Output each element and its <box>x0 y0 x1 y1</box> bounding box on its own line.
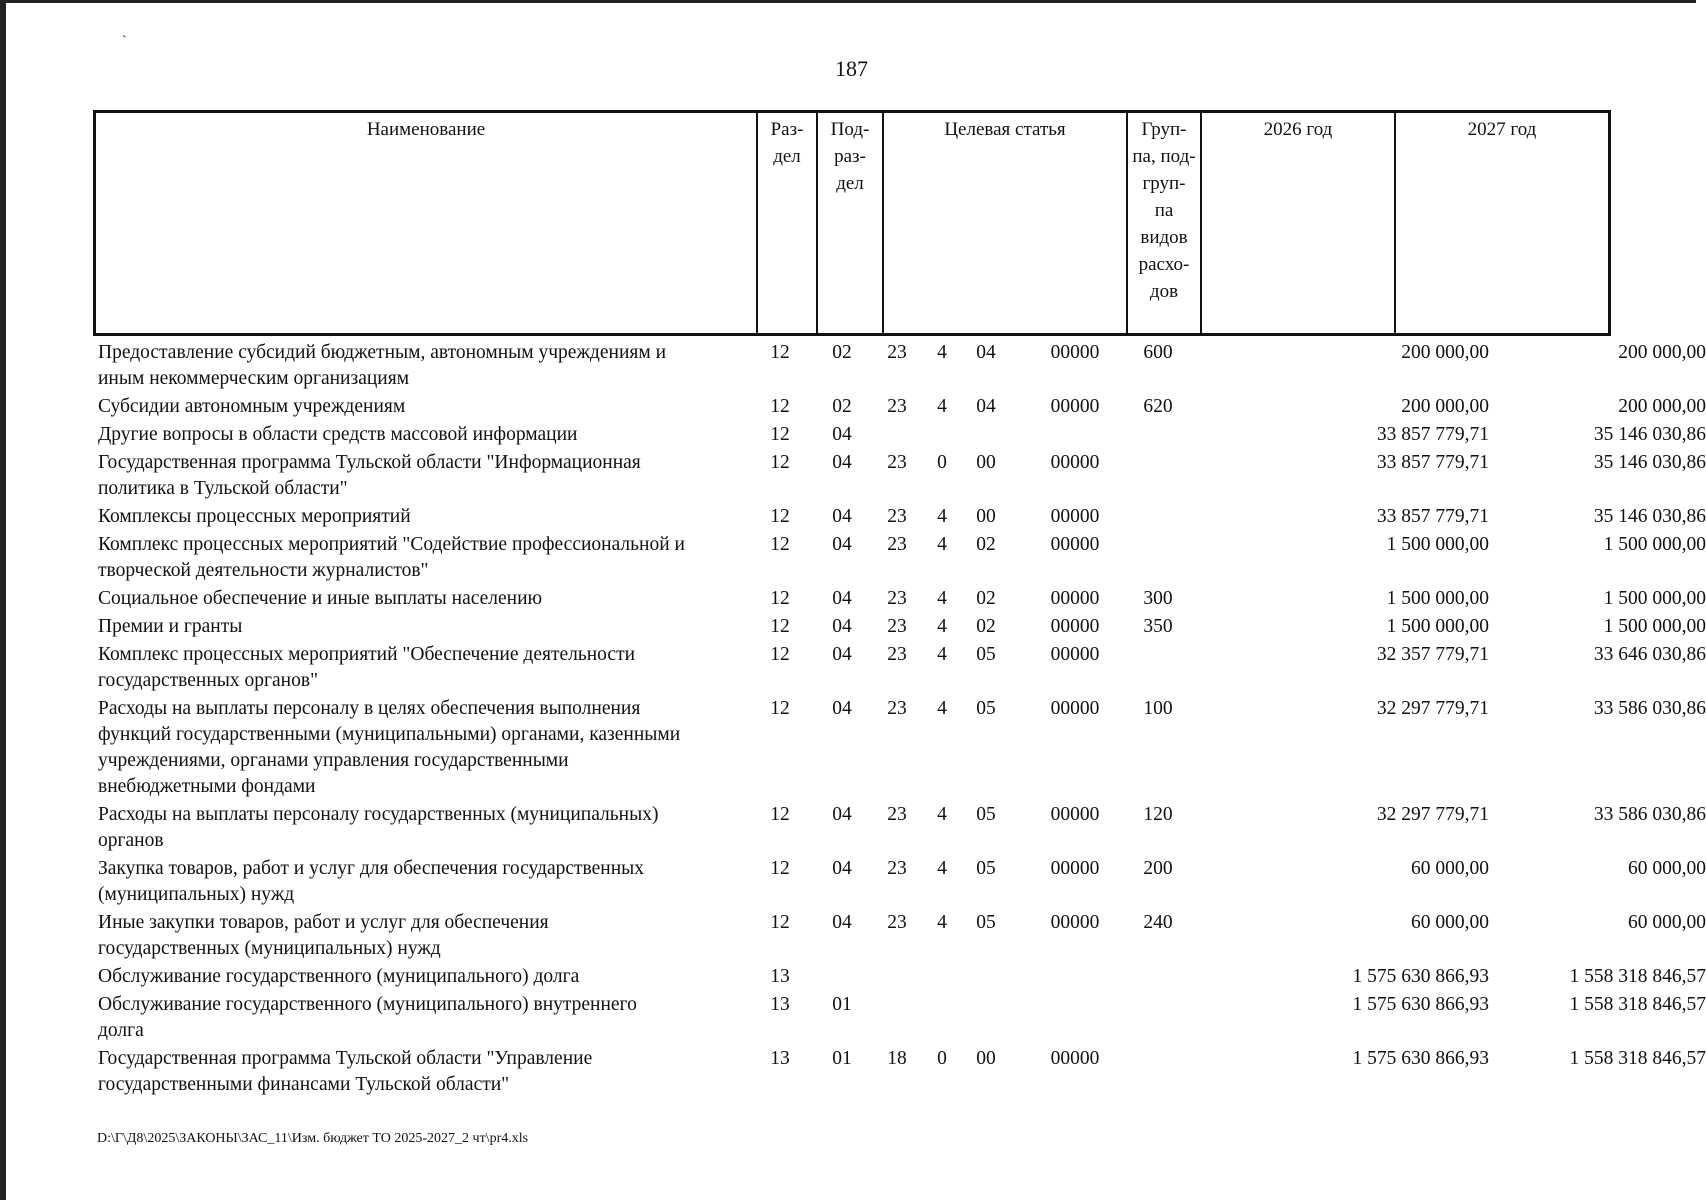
target-code-type: 0 <box>937 1048 947 1069</box>
target-code-type: 4 <box>937 698 947 719</box>
row-name <box>98 642 748 694</box>
amount-2026-cell: 60 000,00 <box>1411 858 1489 879</box>
podrazdel-cell: 04 <box>832 424 852 445</box>
amount-2026-cell: 33 857 779,71 <box>1376 452 1489 473</box>
target-code-type: 4 <box>937 506 947 527</box>
target-code-program: 23 <box>887 616 907 637</box>
target-code-complex: 04 <box>976 396 996 417</box>
podrazdel-cell: 04 <box>832 616 852 637</box>
amount-2027-cell: 200 000,00 <box>1618 396 1706 417</box>
table-row <box>93 530 1706 584</box>
amount-2027-cell: 1 558 318 846,57 <box>1569 966 1706 987</box>
target-code-direction: 00000 <box>1050 858 1100 879</box>
row-name-line: Комплекс процессных мероприятий "Содействие профессиональной и <box>98 534 685 555</box>
target-code-complex: 02 <box>976 534 996 555</box>
razdel-cell: 13 <box>770 966 790 987</box>
podrazdel-cell: 04 <box>832 912 852 933</box>
target-code-direction: 00000 <box>1050 912 1100 933</box>
amount-2026-cell: 1 500 000,00 <box>1386 616 1489 637</box>
razdel-cell: 12 <box>770 616 790 637</box>
razdel-cell: 12 <box>770 588 790 609</box>
target-code-complex: 00 <box>976 452 996 473</box>
amount-2027-cell: 1 558 318 846,57 <box>1569 1048 1706 1069</box>
target-code-complex: 02 <box>976 588 996 609</box>
row-name <box>98 422 748 448</box>
table-row <box>93 800 1706 854</box>
scan-frame-left <box>0 0 6 1200</box>
expense-group-cell: 600 <box>1143 342 1173 363</box>
amount-2026-cell: 200 000,00 <box>1401 396 1489 417</box>
header-razdel <box>758 113 816 333</box>
podrazdel-cell: 04 <box>832 534 852 555</box>
row-name-line: Государственная программа Тульской области "Информационная <box>98 452 641 473</box>
target-code-type: 4 <box>937 804 947 825</box>
row-name-line: Предоставление субсидий бюджетным, автономным учреждениям и <box>98 342 667 363</box>
row-name <box>98 394 748 420</box>
podrazdel-cell: 04 <box>832 452 852 473</box>
header-gruppa-line: груп- <box>1142 173 1186 194</box>
razdel-cell: 12 <box>770 452 790 473</box>
amount-2026-cell: 60 000,00 <box>1411 912 1489 933</box>
row-name <box>98 504 748 530</box>
razdel-cell: 12 <box>770 698 790 719</box>
target-code-direction: 00000 <box>1050 1048 1100 1069</box>
row-name-line: государственных органов" <box>98 670 319 691</box>
header-podrazdel-line: Под- <box>830 119 870 140</box>
table-row <box>93 338 1706 392</box>
amount-2027-cell: 60 000,00 <box>1628 858 1706 879</box>
header-name-label: Наименование <box>366 119 486 140</box>
header-2027 <box>1396 113 1608 333</box>
target-code-direction: 00000 <box>1050 534 1100 555</box>
header-name <box>96 113 756 333</box>
table-row <box>93 694 1706 800</box>
target-code-type: 4 <box>937 616 947 637</box>
table-row <box>93 962 1706 990</box>
expense-group-cell: 100 <box>1143 698 1173 719</box>
row-name-line: Закупка товаров, работ и услуг для обеспечения государственных <box>98 858 645 879</box>
target-code-program: 18 <box>887 1048 907 1069</box>
target-code-program: 23 <box>887 506 907 527</box>
table-row <box>93 392 1706 420</box>
amount-2027-cell: 35 146 030,86 <box>1593 424 1706 445</box>
scan-mark: ` <box>122 34 127 49</box>
target-code-complex: 05 <box>976 698 996 719</box>
row-name-line: (муниципальных) нужд <box>98 884 295 905</box>
table-row <box>93 502 1706 530</box>
razdel-cell: 12 <box>770 804 790 825</box>
target-code-program: 23 <box>887 588 907 609</box>
table-row <box>93 854 1706 908</box>
expense-group-cell: 200 <box>1143 858 1173 879</box>
table-row <box>93 584 1706 612</box>
row-name <box>98 964 748 990</box>
table-header <box>93 110 1611 336</box>
target-code-complex: 00 <box>976 506 996 527</box>
razdel-cell: 12 <box>770 342 790 363</box>
target-code-program: 23 <box>887 396 907 417</box>
amount-2027-cell: 33 646 030,86 <box>1593 644 1706 665</box>
table-row <box>93 1044 1706 1098</box>
row-name-line: Обслуживание государственного (муниципального) внутреннего <box>98 994 637 1015</box>
target-code-complex: 05 <box>976 644 996 665</box>
target-code-type: 4 <box>937 534 947 555</box>
target-code-complex: 04 <box>976 342 996 363</box>
row-name-line: государственных (муниципальных) нужд <box>98 938 441 959</box>
row-name <box>98 532 748 584</box>
header-podrazdel <box>818 113 882 333</box>
row-name-line: иным некоммерческим организациям <box>98 368 410 389</box>
header-podrazdel-line: раз- <box>834 146 866 167</box>
target-code-direction: 00000 <box>1050 616 1100 637</box>
target-code-program: 23 <box>887 912 907 933</box>
razdel-cell: 12 <box>770 912 790 933</box>
row-name-line: внебюджетными фондами <box>98 776 316 797</box>
row-name-line: государственными финансами Тульской области" <box>98 1074 510 1095</box>
target-code-direction: 00000 <box>1050 698 1100 719</box>
target-code-direction: 00000 <box>1050 588 1100 609</box>
podrazdel-cell: 02 <box>832 342 852 363</box>
razdel-cell: 12 <box>770 858 790 879</box>
table-row <box>93 640 1706 694</box>
header-razdel-line: Раз- <box>770 119 804 140</box>
amount-2026-cell: 32 297 779,71 <box>1376 698 1489 719</box>
page-number: 187 <box>835 56 868 81</box>
amount-2027-cell: 1 500 000,00 <box>1603 588 1706 609</box>
header-gruppa-line: Груп- <box>1141 119 1187 140</box>
target-code-program: 23 <box>887 644 907 665</box>
row-name-line: Обслуживание государственного (муниципального) долга <box>98 966 580 987</box>
amount-2026-cell: 33 857 779,71 <box>1376 506 1489 527</box>
row-name-line: Расходы на выплаты персоналу государственных (муниципальных) <box>98 804 659 825</box>
target-code-direction: 00000 <box>1050 506 1100 527</box>
target-code-direction: 00000 <box>1050 644 1100 665</box>
row-name <box>98 856 748 908</box>
row-name-line: Государственная программа Тульской области "Управление <box>98 1048 593 1069</box>
podrazdel-cell: 04 <box>832 698 852 719</box>
amount-2027-cell: 33 586 030,86 <box>1593 804 1706 825</box>
file-path-footer: D:\Г\Д8\2025\ЗАКОНЫ\ЗАС_11\Изм. бюджет ТО 2025-2027_2 чт\pr4.xls <box>97 1131 529 1146</box>
razdel-cell: 12 <box>770 424 790 445</box>
amount-2026-cell: 1 575 630 866,93 <box>1352 1048 1489 1069</box>
target-code-program: 23 <box>887 342 907 363</box>
row-name <box>98 992 748 1044</box>
podrazdel-cell: 01 <box>832 1048 852 1069</box>
row-name-line: функций государственными (муниципальными) органами, казенными <box>98 724 681 745</box>
razdel-cell: 12 <box>770 396 790 417</box>
amount-2027-cell: 33 586 030,86 <box>1593 698 1706 719</box>
target-code-complex: 05 <box>976 804 996 825</box>
podrazdel-cell: 04 <box>832 644 852 665</box>
target-code-direction: 00000 <box>1050 804 1100 825</box>
amount-2026-cell: 200 000,00 <box>1401 342 1489 363</box>
row-name <box>98 450 748 502</box>
header-gruppa-line: расхо- <box>1138 254 1190 275</box>
target-code-complex: 02 <box>976 616 996 637</box>
header-gruppa-line: видов <box>1140 227 1188 248</box>
target-code-complex: 00 <box>976 1048 996 1069</box>
header-podrazdel-line: дел <box>836 173 864 194</box>
amount-2027-cell: 1 500 000,00 <box>1603 534 1706 555</box>
amount-2027-cell: 35 146 030,86 <box>1593 506 1706 527</box>
target-code-type: 4 <box>937 396 947 417</box>
header-gruppa <box>1128 113 1200 333</box>
amount-2027-cell: 1 500 000,00 <box>1603 616 1706 637</box>
razdel-cell: 12 <box>770 506 790 527</box>
target-code-program: 23 <box>887 804 907 825</box>
row-name <box>98 910 748 962</box>
header-2026 <box>1202 113 1394 333</box>
razdel-cell: 13 <box>770 994 790 1015</box>
row-name <box>98 1046 748 1098</box>
target-code-type: 0 <box>937 452 947 473</box>
table-row <box>93 420 1706 448</box>
row-name-line: Комплексы процессных мероприятий <box>98 506 411 527</box>
amount-2026-cell: 32 357 779,71 <box>1376 644 1489 665</box>
amount-2027-cell: 35 146 030,86 <box>1593 452 1706 473</box>
podrazdel-cell: 04 <box>832 588 852 609</box>
podrazdel-cell: 02 <box>832 396 852 417</box>
row-name-line: органов <box>98 830 164 851</box>
podrazdel-cell: 01 <box>832 994 852 1015</box>
table-row <box>93 990 1706 1044</box>
amount-2027-cell: 1 558 318 846,57 <box>1569 994 1706 1015</box>
podrazdel-cell: 04 <box>832 804 852 825</box>
expense-group-cell: 620 <box>1143 396 1173 417</box>
row-name-line: Премии и гранты <box>98 616 243 637</box>
row-name-line: Комплекс процессных мероприятий "Обеспечение деятельности <box>98 644 636 665</box>
header-gruppa-line: па, под- <box>1132 146 1196 167</box>
target-code-type: 4 <box>937 588 947 609</box>
row-name-line: политика в Тульской области" <box>98 478 348 499</box>
target-code-direction: 00000 <box>1050 342 1100 363</box>
amount-2026-cell: 1 575 630 866,93 <box>1352 966 1489 987</box>
expense-group-cell: 350 <box>1143 616 1173 637</box>
target-code-complex: 05 <box>976 858 996 879</box>
header-2026-label: 2026 год <box>1263 119 1333 140</box>
row-name <box>98 614 748 640</box>
target-code-program: 23 <box>887 858 907 879</box>
table-body <box>93 338 1706 1098</box>
target-code-program: 23 <box>887 698 907 719</box>
table-row <box>93 908 1706 962</box>
row-name-line: учреждениями, органами управления государственными <box>98 750 569 771</box>
row-name-line: долга <box>98 1020 144 1041</box>
amount-2026-cell: 32 297 779,71 <box>1376 804 1489 825</box>
amount-2027-cell: 60 000,00 <box>1628 912 1706 933</box>
amount-2027-cell: 200 000,00 <box>1618 342 1706 363</box>
razdel-cell: 12 <box>770 644 790 665</box>
header-2027-label: 2027 год <box>1467 119 1537 140</box>
target-code-program: 23 <box>887 534 907 555</box>
row-name <box>98 586 748 612</box>
razdel-cell: 12 <box>770 534 790 555</box>
target-code-program: 23 <box>887 452 907 473</box>
row-name <box>98 696 748 800</box>
razdel-cell: 13 <box>770 1048 790 1069</box>
target-code-type: 4 <box>937 644 947 665</box>
target-code-type: 4 <box>937 858 947 879</box>
scan-frame-top <box>0 0 1696 3</box>
header-celevaya-label: Целевая статья <box>944 119 1066 140</box>
header-gruppa-line: па <box>1154 200 1174 221</box>
row-name <box>98 340 748 392</box>
row-name-line: Субсидии автономным учреждениям <box>98 396 406 417</box>
target-code-complex: 05 <box>976 912 996 933</box>
expense-group-cell: 120 <box>1143 804 1173 825</box>
header-gruppa-line: дов <box>1149 281 1179 302</box>
row-name-line: Иные закупки товаров, работ и услуг для обеспечения <box>98 912 549 933</box>
row-name-line: Другие вопросы в области средств массовой информации <box>98 424 578 445</box>
podrazdel-cell: 04 <box>832 506 852 527</box>
row-name <box>98 802 748 854</box>
expense-group-cell: 300 <box>1143 588 1173 609</box>
target-code-type: 4 <box>937 342 947 363</box>
expense-group-cell: 240 <box>1143 912 1173 933</box>
header-razdel-line: дел <box>773 146 801 167</box>
podrazdel-cell: 04 <box>832 858 852 879</box>
table-row <box>93 612 1706 640</box>
table-row <box>93 448 1706 502</box>
row-name-line: Социальное обеспечение и иные выплаты населению <box>98 588 543 609</box>
amount-2026-cell: 33 857 779,71 <box>1376 424 1489 445</box>
row-name-line: творческой деятельности журналистов" <box>98 560 429 581</box>
row-name-line: Расходы на выплаты персоналу в целях обеспечения выполнения <box>98 698 641 719</box>
amount-2026-cell: 1 500 000,00 <box>1386 534 1489 555</box>
amount-2026-cell: 1 500 000,00 <box>1386 588 1489 609</box>
target-code-type: 4 <box>937 912 947 933</box>
target-code-direction: 00000 <box>1050 452 1100 473</box>
header-celevaya <box>884 113 1126 333</box>
target-code-direction: 00000 <box>1050 396 1100 417</box>
amount-2026-cell: 1 575 630 866,93 <box>1352 994 1489 1015</box>
